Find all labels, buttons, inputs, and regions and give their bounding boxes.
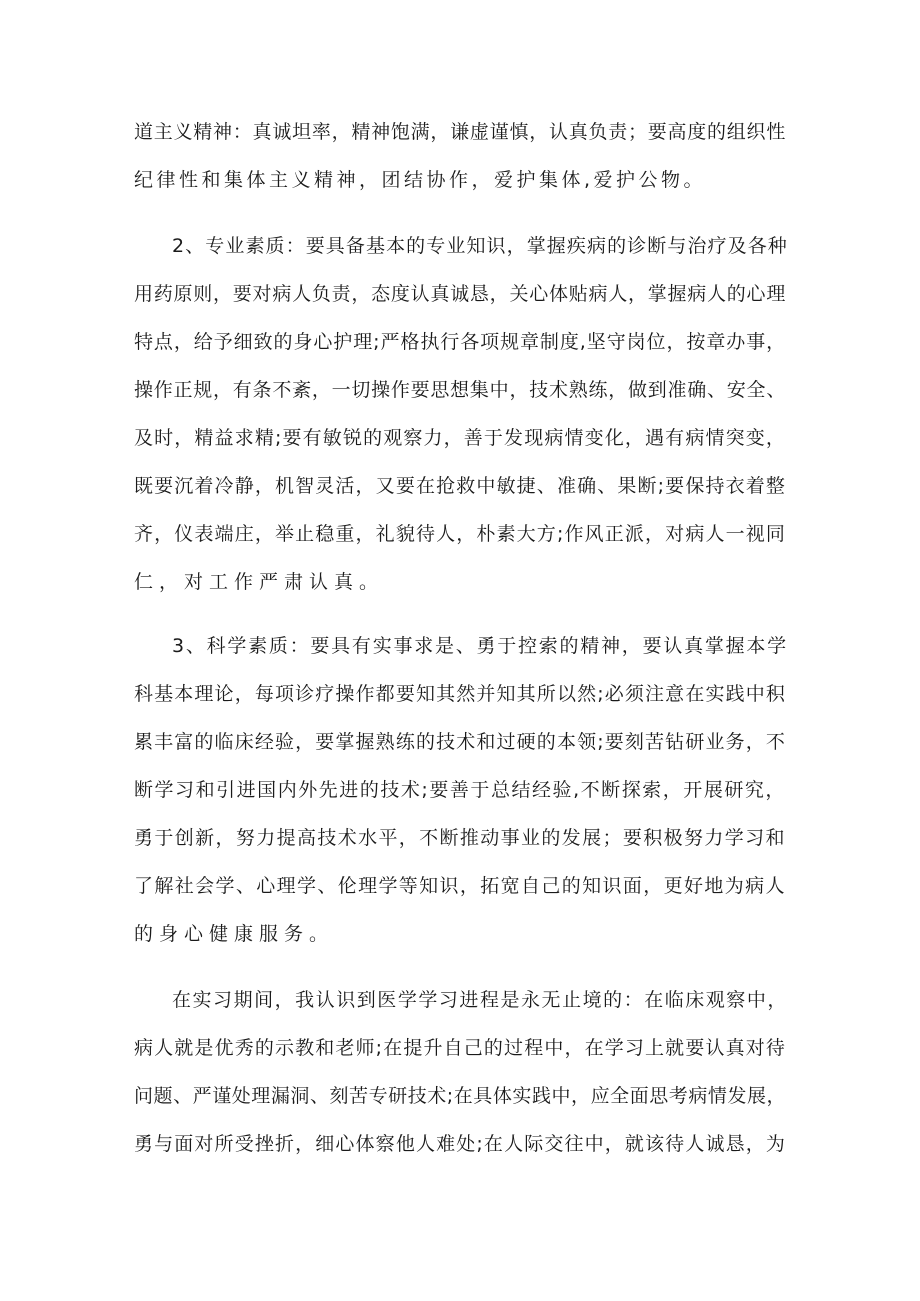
paragraph-2-line-7: 齐，仪表端庄，举止稳重，礼貌待人，朴素大方;作风正派，对病人一视同 [134,523,787,545]
paragraph-4-line-2: 病人就是优秀的示教和老师;在提升自己的过程中，在学习上就要认真对待 [134,1037,787,1059]
paragraph-2-line-6: 既要沉着冷静，机智灵活，又要在抢救中敏捷、准确、果断;要保持衣着整 [134,475,787,497]
paragraph-3-line-6: 了解社会学、心理学、伦理学等知识，拓宽自己的知识面，更好地为病人 [134,875,786,897]
paragraph-2-line-3: 特点，给予细致的身心护理;严格执行各项规章制度,坚守岗位，按章办事， [134,331,787,353]
paragraph-3-line-1: 3、科学素质：要具有实事求是、勇于控索的精神，要认真掌握本学 [172,635,788,657]
paragraph-4-line-4: 勇与面对所受挫折，细心体察他人难处;在人际交往中，就该待人诚恳，为 [134,1133,787,1155]
paragraph-3-line-4: 断学习和引进国内外先进的技术;要善于总结经验,不断探索，开展研究， [134,779,786,801]
paragraph-4-line-1: 在实习期间，我认识到医学学习进程是永无止境的：在临床观察中， [172,989,788,1011]
paragraph-1-line-1: 道主义精神：真诚坦率，精神饱满，谦虚谨慎，认真负责；要高度的组织性 [134,121,787,143]
paragraph-2-line-1: 2、专业素质：要具备基本的专业知识，掌握疾病的诊断与治疗及各种 [172,235,788,257]
paragraph-2-line-5: 及时，精益求精;要有敏锐的观察力，善于发现病情变化，遇有病情突变， [134,427,787,449]
paragraph-3-line-5: 勇于创新，努力提高技术水平，不断推动事业的发展；要积极努力学习和 [134,827,786,849]
paragraph-2-line-4: 操作正规，有条不紊，一切操作要思想集中，技术熟练，做到准确、安全、 [134,379,787,401]
paragraph-4-line-3: 问题、严谨处理漏洞、刻苦专研技术;在具体实践中，应全面思考病情发展， [134,1085,787,1107]
paragraph-3-line-7: 的身心健康服务。 [134,923,335,945]
paragraph-3-line-3: 累丰富的临床经验，要掌握熟练的技术和过硬的本领;要刻苦钻研业务，不 [134,731,787,753]
paragraph-1-line-2: 纪律性和集体主义精神，团结协作，爱护集体,爱护公物。 [134,169,707,191]
paragraph-2-line-2: 用药原则，要对病人负责，态度认真诚恳，关心体贴病人，掌握病人的心理 [134,283,787,305]
paragraph-2-line-8: 仁，对工作严肃认真。 [134,571,385,593]
paragraph-3-line-2: 科基本理论，每项诊疗操作都要知其然并知其所以然;必须注意在实践中积 [134,683,787,705]
